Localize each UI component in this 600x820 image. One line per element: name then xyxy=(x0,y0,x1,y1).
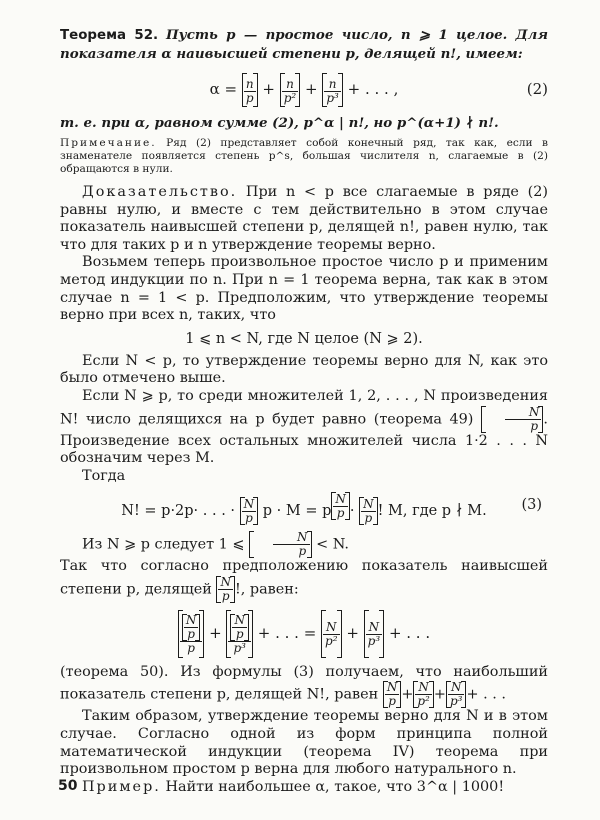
formula-3: N! = p·2p· . . . · $\frac{N}{p}$ p · M = p $^{\frac{N}{p}}$ · $\frac{N}{p}$ ! M, где p ∤ M. (3) xyxy=(121,491,542,525)
theorem-conclusion: т. е. при α, равном сумме (2), p^α | n!, но p^(α+1) ∤ n!. xyxy=(60,115,499,131)
formula-2: α = $\frac{n}{p}$ + $\frac{n}{\text{p²}}$ + $\frac{n}{\text{p³}}$ + . . . , (2) xyxy=(60,72,548,108)
note xyxy=(60,137,548,176)
induction-condition: 1 ⩽ n < N, где N целое (N ⩾ 2). xyxy=(185,330,423,347)
theorem-heading: Теорема 52. xyxy=(60,28,159,43)
proof-paragraph-4: Если N ⩾ p, то среди множителей 1, 2, . . . , N произведения N! число делящихся на p будет равно (теорема 49) $\frac{N}{p}$ . Произведение всех остальных множителей числа 1·2 . . . N обозначим через M. xyxy=(60,387,548,467)
theorem-text: Пусть p — простое число, n ⩾ 1 целое. Для показателя α наивысшей степени p, делящей n!, имеем: xyxy=(60,27,548,62)
example xyxy=(60,779,548,797)
proof-paragraph-6: Из N ⩾ p следует 1 ⩽ $\frac{N}{p}$ < N. xyxy=(82,530,349,559)
floor-bracket: $\frac{N}{p}$ xyxy=(481,406,544,433)
floor-bracket: $\frac{n}{\text{p³}}$ xyxy=(322,73,343,107)
proof-paragraph-2: Возьмем теперь произвольное простое число p и применим метод индукции по n. При n = 1 теорема верна, так как в этом случае n = 1 < p. Предположим, что утверждение теоремы верно при всех n, таких, что xyxy=(60,254,548,324)
floor-bracket: $\frac{n}{\text{p²}}$ xyxy=(280,73,301,107)
floor-bracket: $\frac{N}{p}$ xyxy=(359,497,378,525)
floor-bracket: $\frac{N}{\text{p³}}$ xyxy=(446,681,467,708)
page-number: 50 xyxy=(58,778,78,794)
proof-paragraph-7: Так что согласно предположению показатель наивысшей степени p, делящей $\frac{N}{p}$ !, равен: xyxy=(60,558,548,603)
floor-bracket: $\frac{N}{p}$ xyxy=(216,576,235,603)
note-text: Ряд (2) представляет собой конечный ряд, так как, если в знаменателе появляется степень p^s, большая числителя n, слагаемые в (2) обращаются в нули. xyxy=(60,137,548,175)
example-text: Найти наибольшее α, такое, что 3^α | 1000! xyxy=(165,778,505,795)
nested-floor-bracket: $\frac{\frac{N}{p}}{p}$ xyxy=(178,610,205,658)
note-label: Примечание. xyxy=(60,137,157,149)
formula-lhs: α = xyxy=(209,80,238,98)
nested-floor-equation: $\frac{\frac{N}{p}}{p}$ + $\frac{\frac{N}{p}}{\text{p³}}$ + . . . = $\frac{N}{\text{p²}}$ + $\frac{N}{\text{p³}}$ + . . . xyxy=(60,609,548,658)
proof-paragraph-3: Если N < p, то утверждение теоремы верно для N, как это было отмечено выше. xyxy=(60,352,548,387)
formula-number: (2) xyxy=(526,80,548,98)
floor-bracket: $\frac{n}{p}$ xyxy=(242,73,258,107)
floor-bracket: $\frac{N}{\text{p²}}$ xyxy=(413,681,434,708)
floor-bracket: $\frac{N}{\text{p²}}$ xyxy=(321,610,342,658)
floor-bracket: $\frac{N}{p}$ xyxy=(249,531,312,558)
proof-paragraph-5: Тогда xyxy=(82,467,126,484)
page-content xyxy=(60,26,548,796)
formula-number-3: (3) xyxy=(521,497,542,514)
floor-bracket: $\frac{N}{\text{p³}}$ xyxy=(364,610,385,658)
floor-bracket: $\frac{N}{p}$ xyxy=(383,681,402,708)
formula-tail: + . . . , xyxy=(347,80,399,98)
proof-label: Доказательство. xyxy=(82,184,238,200)
proof-paragraph-9: Таким образом, утверждение теоремы верно для N и в этом случае. Согласно одной из форм принципа полной математической индукции (теорема IV) теорема при произвольном простом p верна для любого натурального n. xyxy=(60,708,548,778)
proof-paragraph-1: Доказательство. При n < p все слагаемые в ряде (2) равны нулю, и вместе с тем действительно в этом случае показатель наивысшей степени p, делящей n!, равен нулю, так что для таких p и n утверждение теоремы верно. xyxy=(60,184,548,253)
floor-bracket: $\frac{N}{p}$ xyxy=(240,497,259,525)
theorem-statement xyxy=(60,26,548,64)
proof-paragraph-8: (теорема 50). Из формулы (3) получаем, что наибольший показатель степени p, делящей N!, равен $\frac{N}{p}$ + $\frac{N}{\text{p²}}$ + $\frac{N}{\text{p³}}$ + . . . xyxy=(60,663,548,709)
example-label: Пример. xyxy=(82,778,161,795)
nested-floor-bracket: $\frac{\frac{N}{p}}{\text{p³}}$ xyxy=(226,610,253,658)
floor-bracket-exponent: N p xyxy=(331,492,350,520)
